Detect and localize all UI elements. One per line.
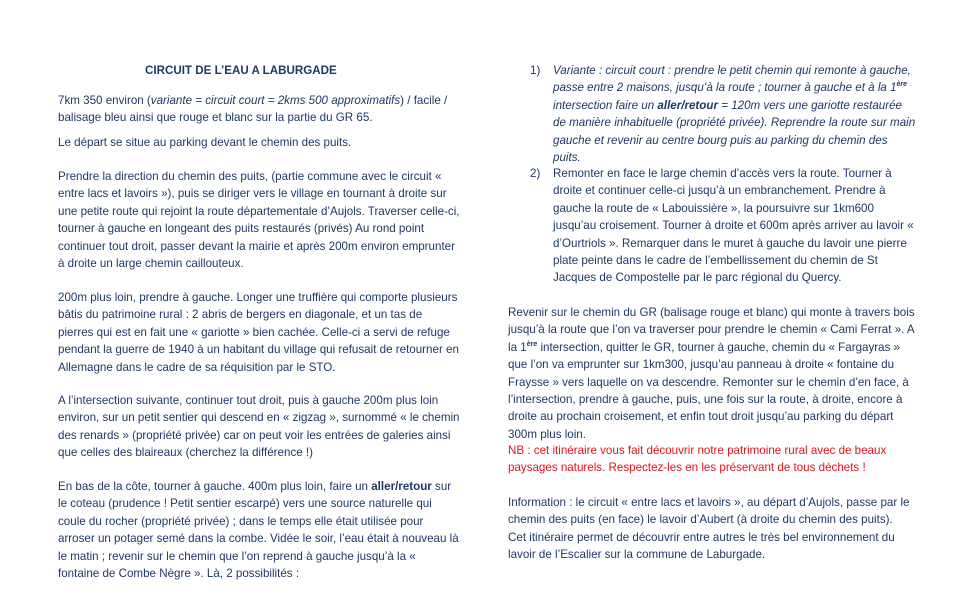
- nb-warning: NB : cet itinéraire vous fait découvrir notre patrimoine rural avec de beaux paysages naturels. Respectez-les en les préservant de tous déchets !: [508, 444, 887, 475]
- paragraph-direction: Prendre la direction du chemin des puits, (partie commune avec le circuit « entre lacs et lavoirs »), puis se diriger vers le village en tournant à droite sur une petite route qui rejoint la route départementale d’Aujols. Traverser celle-ci, tourner à gauche en longeant des puits restaurés (privés) Au rond point continuer tout droit, passer devant la mairie et après 200m environ emprunter à droite un large chemin caillouteux.: [58, 170, 460, 271]
- text-run: Variante : circuit court : prendre le petit chemin qui remonte à gauche, passe entre 2 maisons, jusqu’à la route ; tourner à gauche et à la 1: [553, 64, 911, 95]
- text-run: = 120m vers une gariotte restaurée de manière inhabituelle (propriété privée). Reprendre la route sur main gauche et revenir au centre bourg puis au parking du chemin des puits.: [553, 98, 916, 165]
- text-run: ) / facile / balisage bleu ainsi que rouge et blanc sur la partie du GR 65.: [58, 94, 448, 125]
- text-run: En bas de la côte, tourner à gauche. 400m plus loin, faire un: [58, 480, 372, 493]
- aller-retour-emphasis: aller/retour: [371, 480, 432, 493]
- list-marker-1: 1): [530, 64, 541, 77]
- list-item-variante: [553, 62, 918, 166]
- paragraph-return-gr: [508, 304, 918, 443]
- list-item-remonter: Remonter en face le large chemin d’accès vers la route. Tourner à droite et continuer celle-ci jusqu’à un embranchement. Prendre à gauche la route de « Labouissière », la poursuivre sur 1km600 jusqu’au croisement. Tourner à droite et 600m après arriver au lavoir « d’Ourtriols ». Remarquer dans le muret à gauche du lavoir une pierre plate peinte dans le cadre de l’embellissement du chemin de St Jacques de Compostelle par le parc régional du Quercy.: [553, 167, 914, 285]
- text-run: 7km 350 environ (: [58, 94, 151, 107]
- paragraph-start: Le départ se situe au parking devant le chemin des puits.: [58, 136, 352, 149]
- paragraph-intersection: A l’intersection suivante, continuer tout droit, puis à gauche 200m plus loin environ, sur un petit sentier qui descend en « zigzag », surnommé « le chemin des renards » (propriété privée) car on peut voir les entrées de galeries ainsi que celles des blaireaux (cherchez la différence !): [58, 394, 460, 460]
- page-title: CIRCUIT DE L’EAU A LABURGADE: [145, 64, 337, 77]
- paragraph-truffiere: 200m plus loin, prendre à gauche. Longer une truffière qui comporte plusieurs bâtis du patrimoine rural : 2 abris de bergers en diagonale, et un tas de pierres qui est en fait une « gariotte » bien cachée. Celle-ci a servi de refuge pendant la guerre de 1940 à un habitant du village qui refusait de retourner en Allemagne dans le cadre de sa réquisition par le STO.: [58, 291, 459, 374]
- list-marker-2: 2): [530, 167, 541, 180]
- paragraph-information: Information : le circuit « entre lacs et lavoirs », au départ d’Aujols, passe par le chemin des puits (en face) le lavoir d’Aubert (à droite du chemin des puits). Cet itinéraire permet de découvrir entre autres le très bel environnement du lavoir de l’Escalier sur la commune de Laburgade.: [508, 496, 910, 562]
- text-run: sur le coteau (prudence ! Petit sentier escarpé) vers une source naturelle qui coule du rocher (propriété privée) ; dans le temps elle était utilisée pour arroser un potager semé dans la combe. Vidée le soir, l’eau était à nouveau là le matin ; revenir sur le chemin que l’on reprend à gauche jusqu’à la « fontaine de Combe Nègre ». Là, 2 possibilités :: [58, 480, 459, 581]
- text-run: Revenir sur le chemin du GR (balisage rouge et blanc) qui monte à travers bois jusqu’à la route que l’on va traverser pour prendre le chemin « Cami Ferrat ». A la 1: [508, 306, 915, 354]
- text-run: intersection faire un: [553, 98, 658, 112]
- paragraph-cote: [58, 478, 460, 582]
- variant-note: variante = circuit court = 2kms 500 approximatifs: [150, 94, 401, 107]
- text-run: intersection, quitter le GR, tourner à gauche, chemin du « Fargayras » que l’on va emprunter sur 1km300, jusqu’au panneau à droite « fontaine du Fraysse » vers laquelle on va descendre. Remonter sur le chemin d’en face, à l’intersection, prendre à gauche, puis, une fois sur la route, à droite, encore à droite au prochain croisement, et enfin tout droit jusqu’au parking du départ 300m plus loin.: [508, 340, 909, 441]
- superscript: ère: [896, 81, 908, 89]
- paragraph-distance: [58, 92, 458, 127]
- superscript: ère: [526, 340, 538, 348]
- aller-retour-emphasis: aller/retour: [657, 98, 718, 112]
